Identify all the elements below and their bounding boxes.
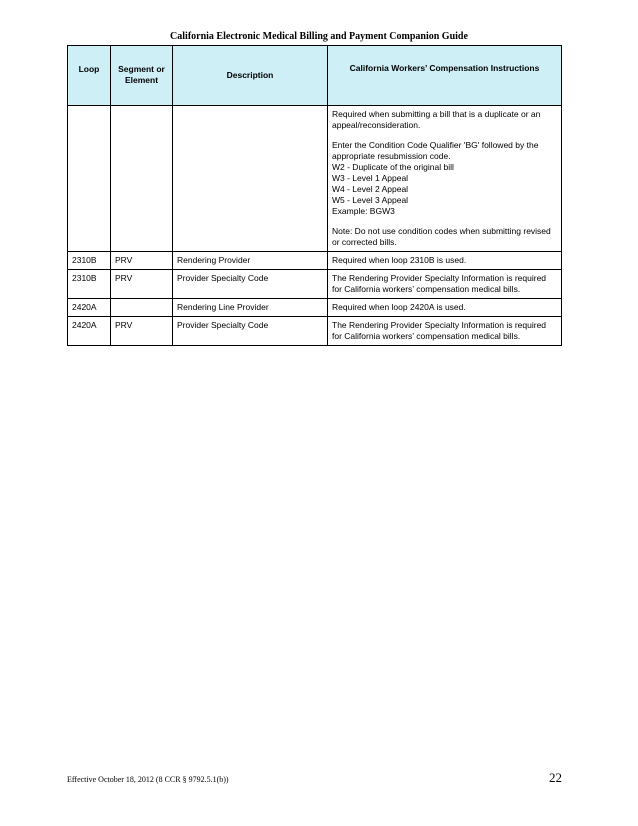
- cell-loop: 2310B: [68, 252, 111, 270]
- cell-instructions: The Rendering Provider Specialty Information is required for California workers’ compensation medical bills.: [328, 317, 562, 346]
- cell-instructions: The Rendering Provider Specialty Information is required for California workers’ compensation medical bills.: [328, 270, 562, 299]
- instructions-line: W4 - Level 2 Appeal: [332, 184, 409, 194]
- cell-description: Provider Specialty Code: [173, 270, 328, 299]
- instructions-line: Example: BGW3: [332, 206, 395, 216]
- column-header-description: Description: [173, 46, 328, 106]
- table-row: [68, 299, 562, 317]
- page-header-title: California Electronic Medical Billing and Payment Companion Guide: [170, 31, 468, 42]
- cell-instructions: Required when loop 2310B is used.: [328, 252, 562, 270]
- cell-segment: [111, 299, 173, 317]
- column-header-instructions: California Workers’ Compensation Instructions: [328, 46, 562, 106]
- instructions-paragraph: Note: Do not use condition codes when submitting revised or corrected bills.: [332, 226, 551, 247]
- companion-guide-table: [67, 45, 562, 346]
- cell-segment: PRV: [111, 270, 173, 299]
- cell-description: Provider Specialty Code: [173, 317, 328, 346]
- cell-description: [173, 106, 328, 252]
- cell-instructions: Required when loop 2420A is used.: [328, 299, 562, 317]
- table-row: [68, 270, 562, 299]
- instructions-line: W5 - Level 3 Appeal: [332, 195, 409, 205]
- cell-instructions: [328, 106, 562, 252]
- instructions-line: W3 - Level 1 Appeal: [332, 173, 409, 183]
- instructions-line: Enter the Condition Code Qualifier 'BG' followed by the appropriate resubmission code.: [332, 140, 539, 161]
- instructions-paragraph: Required when submitting a bill that is a duplicate or an appeal/reconsideration.: [332, 109, 541, 130]
- page-number: 22: [549, 770, 562, 785]
- cell-loop: 2420A: [68, 299, 111, 317]
- table-row: [68, 317, 562, 346]
- column-header-segment: Segment or Element: [111, 46, 173, 106]
- footer-effective-date: Effective October 18, 2012 (8 CCR § 9792.5.1(b)): [67, 775, 229, 784]
- cell-segment: [111, 106, 173, 252]
- cell-description: Rendering Provider: [173, 252, 328, 270]
- table-row: [68, 106, 562, 252]
- cell-loop: [68, 106, 111, 252]
- cell-segment: PRV: [111, 252, 173, 270]
- cell-segment: PRV: [111, 317, 173, 346]
- column-header-loop: Loop: [68, 46, 111, 106]
- table-header-row: [68, 46, 562, 106]
- cell-loop: 2310B: [68, 270, 111, 299]
- table-row: [68, 252, 562, 270]
- cell-loop: 2420A: [68, 317, 111, 346]
- instructions-paragraph: [332, 140, 557, 217]
- cell-description: Rendering Line Provider: [173, 299, 328, 317]
- instructions-line: W2 - Duplicate of the original bill: [332, 162, 454, 172]
